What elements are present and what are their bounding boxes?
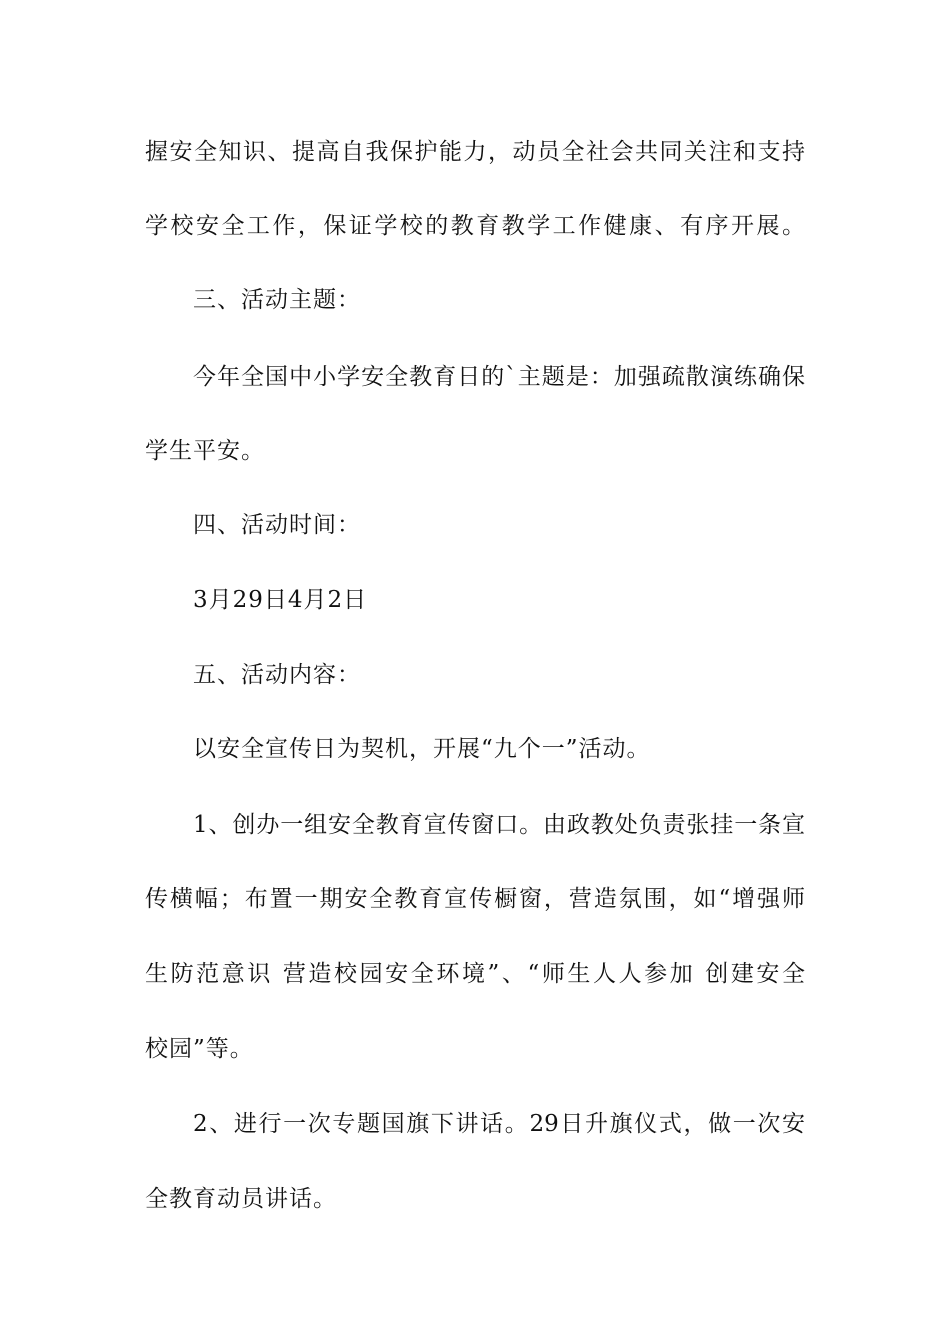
text-line-1: 握安全知识、提高自我保护能力，动员全社会共同关注和支持 [145, 139, 805, 165]
text-line-2: 学校安全工作，保证学校的教育教学工作健康、有序开展。 [145, 213, 805, 239]
text-line-13: 校园”等。 [145, 1036, 254, 1062]
text-line-14: 2、进行一次专题国旗下讲话。29日升旗仪式，做一次安 [193, 1111, 805, 1137]
text-line-4: 今年全国中小学安全教育日的`主题是：加强疏散演练确保 [193, 364, 805, 390]
text-line-10: 1、创办一组安全教育宣传窗口。由政教处负责张挂一条宣 [193, 812, 805, 838]
text-line-7: 3月29日4月2日 [193, 587, 368, 613]
text-line-9: 以安全宣传日为契机，开展“九个一”活动。 [193, 736, 651, 762]
text-line-15: 全教育动员讲话。 [145, 1186, 337, 1212]
section-heading-theme: 三、活动主题： [193, 287, 361, 313]
section-heading-time: 四、活动时间： [193, 512, 361, 538]
section-heading-content: 五、活动内容： [193, 662, 361, 688]
text-line-12: 生防范意识 营造校园安全环境”、“师生人人参加 创建安全 [145, 961, 805, 987]
text-line-5: 学生平安。 [145, 438, 265, 464]
text-line-11: 传横幅；布置一期安全教育宣传橱窗，营造氛围，如“增强师 [145, 886, 805, 912]
